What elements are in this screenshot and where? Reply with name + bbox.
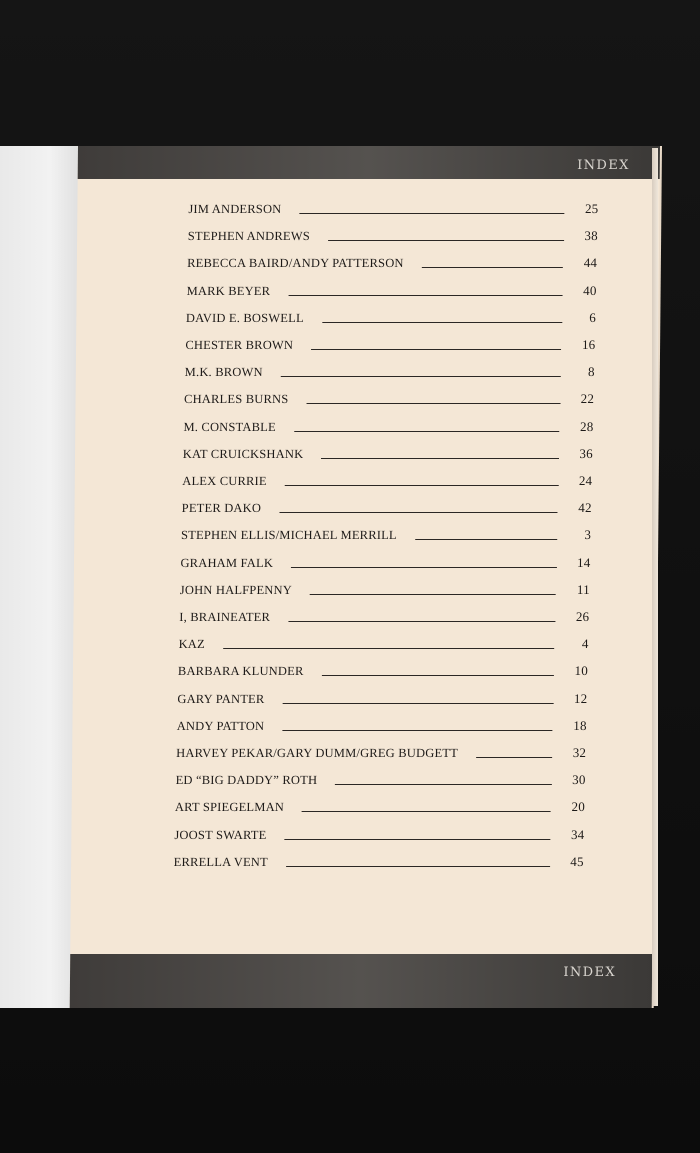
leader-line <box>321 458 559 459</box>
index-entry <box>176 768 586 788</box>
leader-line <box>223 648 555 649</box>
entry-page-number: 32 <box>572 745 587 760</box>
leader-line <box>281 376 561 377</box>
entry-page-number: 22 <box>580 391 595 407</box>
index-entry <box>175 795 585 815</box>
leader-line <box>311 349 561 350</box>
leader-line <box>285 485 559 486</box>
entry-page-number: 20 <box>571 799 586 815</box>
entry-name: M. CONSTABLE <box>183 419 276 434</box>
leader-line <box>422 267 563 268</box>
index-entry <box>182 469 592 489</box>
leader-line <box>284 839 550 840</box>
entry-page-number: 16 <box>581 337 596 352</box>
footer-band <box>70 954 653 1008</box>
leader-line <box>302 811 551 812</box>
index-entry <box>183 442 593 462</box>
index-entry <box>186 306 596 326</box>
leader-line <box>328 240 564 241</box>
leader-line <box>415 539 557 540</box>
index-entry <box>179 632 589 652</box>
index-entry <box>180 578 590 598</box>
entry-page-number: 30 <box>572 772 586 788</box>
entry-name: BARBARA KLUNDER <box>177 664 304 679</box>
index-entry <box>185 360 595 380</box>
leader-line <box>335 784 551 785</box>
entry-name: MARK BEYER <box>186 283 271 298</box>
entry-name: JOHN HALFPENNY <box>179 582 293 597</box>
entry-page-number: 40 <box>583 282 597 298</box>
index-entry <box>177 714 587 734</box>
leader-line <box>322 675 554 676</box>
index-entry <box>180 551 590 571</box>
entry-name: HARVEY PEKAR/GARY DUMM/GREG BUDGETT <box>176 746 459 760</box>
entry-name: JOOST SWARTE <box>174 827 267 842</box>
entry-page-number: 12 <box>573 690 588 706</box>
entry-page-number: 26 <box>575 609 590 624</box>
entry-page-number: 11 <box>576 581 590 597</box>
entry-name: GRAHAM FALK <box>180 555 274 570</box>
entry-page-number: 38 <box>584 228 598 244</box>
entry-page-number: 45 <box>570 853 584 869</box>
leader-line <box>294 431 560 432</box>
index-entry <box>174 850 584 870</box>
entry-name: ERRELLA VENT <box>173 854 268 869</box>
entry-page-number: 44 <box>583 255 598 271</box>
index-entry <box>179 605 589 625</box>
entry-page-number: 28 <box>580 418 594 434</box>
header-label: INDEX <box>577 158 630 173</box>
page-edge <box>652 148 658 1006</box>
entry-name: ART SPIEGELMAN <box>174 800 285 815</box>
leader-line <box>282 703 553 704</box>
index-entry <box>187 251 597 271</box>
entry-name: JIM ANDERSON <box>188 202 282 216</box>
index-entry <box>177 687 587 707</box>
entry-page-number: 18 <box>573 717 587 733</box>
entry-name: STEPHEN ANDREWS <box>187 229 310 244</box>
entry-page-number: 24 <box>578 473 593 488</box>
index-page <box>70 146 660 1008</box>
footer-label: INDEX <box>563 965 617 980</box>
entry-page-number: 36 <box>579 445 593 461</box>
entry-name: PETER DAKO <box>181 501 262 516</box>
entry-page-number: 25 <box>584 201 599 216</box>
entry-name: ANDY PATTON <box>176 718 265 733</box>
index-entry <box>188 224 598 244</box>
entry-page-number: 4 <box>581 636 589 652</box>
leader-line <box>310 594 556 595</box>
index-entry <box>174 823 584 843</box>
leader-line <box>288 621 555 622</box>
entry-page-number: 10 <box>574 663 589 679</box>
index-entry <box>184 387 594 407</box>
leader-line <box>286 866 550 867</box>
leader-line <box>282 730 552 731</box>
leader-line <box>476 757 552 758</box>
entry-name: CHARLES BURNS <box>184 392 289 407</box>
index-entry <box>176 741 586 761</box>
entry-name: CHESTER BROWN <box>185 338 294 352</box>
entry-name: ALEX CURRIE <box>182 474 267 488</box>
index-entry <box>188 197 598 217</box>
index-entry <box>182 496 592 516</box>
entry-page-number: 8 <box>587 364 595 380</box>
leader-line <box>279 512 558 513</box>
index-entry <box>178 659 588 679</box>
index-entry <box>185 333 595 353</box>
index-entry <box>183 415 593 435</box>
index-entry <box>187 279 597 299</box>
entry-name: STEPHEN ELLIS/MICHAEL MERRILL <box>180 528 397 543</box>
entry-name: I, BRAINEATER <box>179 610 271 624</box>
entry-page-number: 14 <box>577 554 591 570</box>
entry-page-number: 34 <box>570 826 585 842</box>
leader-line <box>291 567 556 568</box>
entry-name: KAT CRUICKSHANK <box>182 446 304 461</box>
entry-page-number: 3 <box>584 527 592 543</box>
entry-name: GARY PANTER <box>177 691 265 706</box>
leader-line <box>322 322 562 323</box>
leader-line <box>299 213 564 214</box>
entry-page-number: 6 <box>589 309 597 325</box>
entry-name: DAVID E. BOSWELL <box>185 310 304 325</box>
entry-name: M.K. BROWN <box>184 365 263 380</box>
index-entry-list <box>70 146 660 1008</box>
entry-name: KAZ <box>178 637 205 652</box>
entry-name: REBECCA BAIRD/ANDY PATTERSON <box>187 256 404 271</box>
entry-page-number: 42 <box>578 500 592 516</box>
index-entry <box>181 523 591 543</box>
leader-line <box>288 295 562 296</box>
entry-name: ED “BIG DADDY” ROTH <box>175 773 318 788</box>
leader-line <box>306 403 560 404</box>
